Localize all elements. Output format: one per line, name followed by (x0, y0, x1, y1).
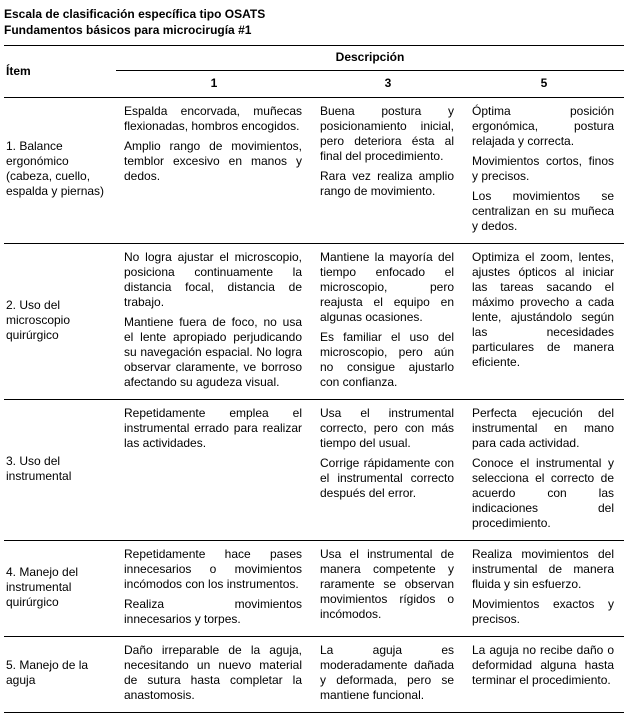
table-body (4, 98, 624, 713)
header-level-1: 1 (116, 71, 312, 98)
header-descripcion: Descripción (116, 46, 624, 71)
table-row-balance-ergonomico (4, 98, 624, 244)
table-header (4, 46, 624, 98)
level-1-cell: Daño irreparable de la aguja, necesitando un nuevo material de sutura hasta completar la anastomosis. (116, 637, 312, 713)
item-cell: 2. Uso del microscopio quirúrgico (4, 244, 116, 400)
table-row-uso-instrumental (4, 400, 624, 541)
level-1-cell: No logra ajustar el microscopio, posiciona continuamente la distancia focal, distancia de trabajo. Mantiene fuera de foco, no usa el lente apropiado perjudicando su navegación espacial. No logra observar claramente, ve borroso afectando su agudeza visual. (116, 244, 312, 400)
level-1-cell: Repetidamente hace pases innecesarios o movimientos incómodos con los instrumentos. Realiza movimientos innecesarios y torpes. (116, 541, 312, 637)
osats-table (4, 45, 624, 713)
level-5-cell: Óptima posición ergonómica, postura relajada y correcta. Movimientos cortos, finos y precisos. Los movimientos se centralizan en su muñeca y dedos. (464, 98, 624, 244)
level-3-cell: Buena postura y posicionamiento inicial, pero deteriora ésta al final del procedimiento. Rara vez realiza amplio rango de movimiento. (312, 98, 464, 244)
level-5-cell: Optimiza el zoom, lentes, ajustes ópticos al iniciar las tareas sacando el máximo provecho a cada lente, ajustándolo según las necesidades particulares de manera eficiente. (464, 244, 624, 400)
level-3-cell: La aguja es moderadamente dañada y deformada, pero se mantiene funcional. (312, 637, 464, 713)
item-cell: 5. Manejo de la aguja (4, 637, 116, 713)
level-5-cell: Perfecta ejecución del instrumental en mano para cada actividad. Conoce el instrumental y selecciona el correcto de acuerdo con las indicaciones del procedimiento. (464, 400, 624, 541)
table-row-manejo-instrumental (4, 541, 624, 637)
header-level-5: 5 (464, 71, 624, 98)
item-cell: 4. Manejo del instrumental quirúrgico (4, 541, 116, 637)
header-level-3: 3 (312, 71, 464, 98)
table-title: Escala de clasificación específica tipo OSATS (4, 7, 266, 21)
level-5-cell: Realiza movimientos del instrumental de manera fluida y sin esfuerzo. Movimientos exactos y precisos. (464, 541, 624, 637)
level-1-cell: Repetidamente emplea el instrumental errado para realizar las actividades. (116, 400, 312, 541)
level-3-cell: Mantiene la mayoría del tiempo enfocado el microscopio, pero reajusta el equipo en algunas ocasiones. Es familiar el uso del microscopio, pero aún no consigue ajustarlo con confianza. (312, 244, 464, 400)
level-3-cell: Usa el instrumental correcto, pero con más tiempo del usual. Corrige rápidamente con el instrumental correcto después del error. (312, 400, 464, 541)
table-row-uso-microscopio (4, 244, 624, 400)
level-3-cell: Usa el instrumental de manera competente y raramente se observan movimientos rígidos o incómodos. (312, 541, 464, 637)
level-5-cell: La aguja no recibe daño o deformidad alguna hasta terminar el procedimiento. (464, 637, 624, 713)
table-row-manejo-aguja (4, 637, 624, 713)
level-1-cell: Espalda encorvada, muñecas flexionadas, hombros encogidos. Amplio rango de movimientos, temblor excesivo en manos y dedos. (116, 98, 312, 244)
item-cell: 1. Balance ergonómico (cabeza, cuello, espalda y piernas) (4, 98, 116, 244)
table-subtitle: Fundamentos básicos para microcirugía #1 (4, 23, 252, 37)
item-cell: 3. Uso del instrumental (4, 400, 116, 541)
header-row-description (4, 46, 624, 71)
header-item: Ítem (4, 46, 116, 98)
